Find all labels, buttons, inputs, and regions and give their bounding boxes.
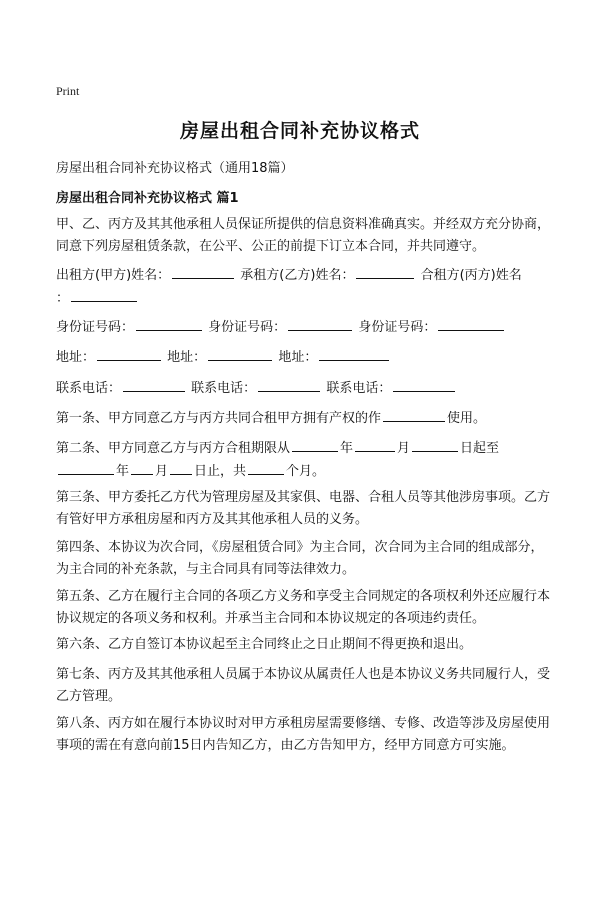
lessor-name-label: 出租方(甲方)姓名：	[56, 268, 171, 283]
cotenant-name-blank	[71, 287, 137, 302]
article-8: 第八条、丙方如在履行本协议时对甲方承租房屋需要修缮、专修、改造等涉及房屋使用事项的需在有意向前15日内告知乙方，由乙方告知甲方，经甲方同意方可实施。	[56, 716, 551, 753]
phone-blank-1	[123, 377, 185, 392]
article-3: 第三条、甲方委托乙方代为管理房屋及其家俱、电器、合租人员等其他涉房事项。乙方有管好甲方承租房屋和丙方及其其他承租人员的义务。	[56, 490, 551, 527]
article-2-months: 个月。	[286, 464, 326, 479]
phone-blank-2	[258, 377, 320, 392]
address-paragraph	[56, 346, 556, 369]
article-2-year-1: 年	[340, 441, 354, 456]
document-subtitle: 房屋出租合同补充协议格式（通用18篇）	[56, 161, 294, 176]
article-2-start-day-blank	[412, 437, 458, 452]
phone-label-2: 联系电话：	[191, 381, 257, 396]
article-2-months-blank	[248, 460, 284, 475]
lessee-name-label: 承租方(乙方)姓名：	[240, 268, 355, 283]
address-label-1: 地址：	[56, 350, 96, 365]
phone-label-1: 联系电话：	[56, 381, 122, 396]
article-2-start-year-blank	[292, 437, 338, 452]
id-label-1: 身份证号码：	[56, 320, 135, 335]
article-6: 第六条、乙方自签订本协议起至主合同终止之日止期间不得更换和退出。	[56, 637, 473, 652]
article-2-start-month-blank	[355, 437, 395, 452]
lessee-name-blank	[356, 264, 414, 279]
article-2-month-2: 月	[155, 464, 169, 479]
article-7: 第七条、丙方及其其他承租人员属于本协议从属责任人也是本协议义务共同履行人，受乙方管理。	[56, 667, 551, 704]
cotenant-colon: ：	[56, 291, 70, 306]
address-blank-2	[208, 346, 272, 361]
intro-paragraph: 甲、乙、丙方及其其他承租人员保证所提供的信息资料准确真实。并经双方充分协商，同意下列房屋租赁条款，在公平、公正的前提下订立本合同，并共同遵守。	[56, 217, 551, 254]
address-blank-3	[319, 346, 389, 361]
article-1	[56, 407, 556, 430]
article-1-text-after: 使用。	[447, 411, 487, 426]
article-1-text-before: 第一条、甲方同意乙方与丙方共同合租甲方拥有产权的作	[56, 411, 382, 426]
address-label-2: 地址：	[167, 350, 207, 365]
print-label: Print	[56, 84, 80, 98]
phone-blank-3	[393, 377, 455, 392]
address-blank-1	[97, 346, 161, 361]
article-2	[56, 437, 556, 483]
names-paragraph	[56, 264, 556, 310]
section-heading: 房屋出租合同补充协议格式 篇1	[56, 191, 239, 206]
article-2-year-2: 年	[116, 464, 130, 479]
id-blank-2	[288, 316, 352, 331]
phone-paragraph	[56, 377, 556, 400]
phone-label-3: 联系电话：	[326, 381, 392, 396]
article-2-end-year-blank	[58, 460, 114, 475]
article-2-end-day-blank	[170, 460, 192, 475]
id-label-3: 身份证号码：	[358, 320, 437, 335]
article-2-day-from: 日起至	[460, 441, 500, 456]
document-title: 房屋出租合同补充协议格式	[179, 120, 420, 142]
cotenant-name-label: 合租方(丙方)姓名	[420, 268, 522, 283]
article-5: 第五条、乙方在履行主合同的各项乙方义务和享受主合同规定的各项权利外还应履行本协议规定的各项义务和权利。并承当主合同和本协议规定的各项违约责任。	[56, 589, 551, 626]
article-2-day-to: 日止，共	[194, 464, 247, 479]
article-2-end-month-blank	[131, 460, 153, 475]
address-label-3: 地址：	[278, 350, 318, 365]
id-label-2: 身份证号码：	[208, 320, 287, 335]
article-1-blank	[383, 407, 445, 422]
article-2-month-1: 月	[397, 441, 411, 456]
lessor-name-blank	[172, 264, 234, 279]
article-4: 第四条、本协议为次合同，《房屋租赁合同》为主合同，次合同为主合同的组成部分，为主合同的补充条款，与主合同具有同等法律效力。	[56, 540, 544, 577]
article-2-text: 第二条、甲方同意乙方与丙方合租期限从	[56, 441, 291, 456]
id-blank-1	[136, 316, 202, 331]
id-paragraph	[56, 316, 556, 339]
id-blank-3	[438, 316, 504, 331]
